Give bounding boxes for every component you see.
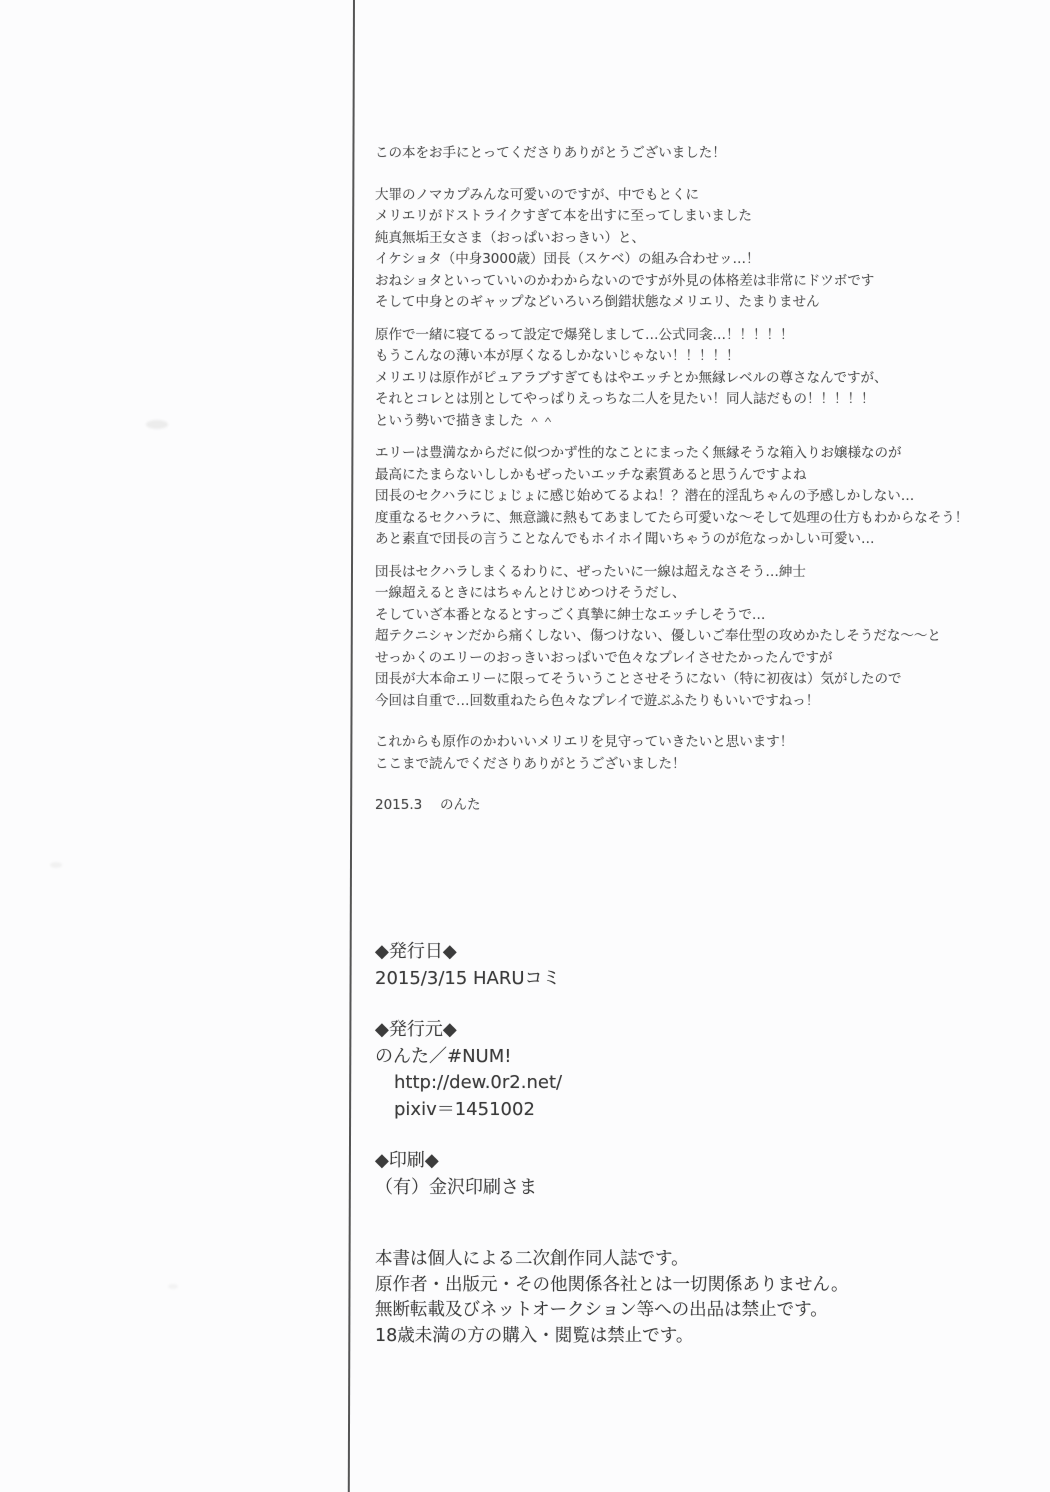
text-line: もうこんなの薄い本が厚くなるしかないじゃない！！！！！ — [375, 348, 740, 364]
disclaimer-line: 本書は個人による二次創作同人誌です。 — [375, 1249, 689, 1269]
text-line: 団長が大本命エリーに限ってそういうことさせそうにない（特に初夜は）気がしたので — [375, 671, 902, 687]
afterword-paragraph-thanks — [375, 143, 1035, 165]
afterword-text — [375, 143, 1035, 828]
text-line: この本をお手にとってくださりありがとうございました！ — [375, 145, 726, 161]
website-url: http://dew.0r2.net/ — [394, 1072, 563, 1093]
colophon — [375, 939, 995, 1349]
text-line: 一線超えるときにはちゃんとけじめつけそうだし、 — [375, 585, 686, 601]
text-line: 大罪のノマカプみんな可愛いのですが、中でもとくに — [375, 186, 699, 203]
text-line: せっかくのエリーのおっきいおっぱいで色々なプレイさせたかったんですが — [375, 649, 833, 666]
printer-name: （有）金沢印刷さま — [375, 1176, 537, 1198]
text-line: そしていざ本番となるとすっごく真摯に紳士なエッチしそうで… — [375, 606, 766, 623]
publish-date-event: 2015/3/15 HARUコミ — [375, 967, 561, 989]
text-line: という勢いで描きました ＾＾ — [375, 412, 555, 429]
signature-date-author: 2015.3 のんた — [375, 797, 481, 813]
colophon-section-publish-date — [375, 939, 995, 992]
afterword-paragraph-pairing — [375, 185, 1035, 314]
text-line: イケショタ（中身3000歳）団長（スケベ）の組み合わせッ…！ — [375, 251, 760, 267]
signature-line — [375, 795, 1035, 817]
text-line: 超テクニシャンだから痛くしない、傷つけない、優しいご奉仕型の攻めかたしそうだな～～と — [375, 628, 941, 644]
text-line: エリーは豊満なからだに似つかず性的なことにまったく無縁そうな箱入りお嬢様なのが — [375, 445, 902, 461]
disclaimer-block — [375, 1247, 995, 1349]
text-line: メリエリは原作がピュアラブすぎてもはやエッチとか無縁レベルの尊さなんですが、 — [375, 369, 888, 386]
colophon-heading: ◆印刷◆ — [375, 1150, 439, 1171]
text-line: 原作で一緒に寝てるって設定で爆発しまして…公式同衾…！！！！！ — [375, 326, 794, 343]
text-line: 今回は自重で…回数重ねたら色々なプレイで遊ぶふたりもいいですねっ！ — [375, 692, 820, 709]
text-line: それとコレとは別としてやっぱりえっちな二人を見たい！同人誌だもの！！！！！ — [375, 391, 875, 407]
text-line: あと素直で団長の言うことなんでもホイホイ聞いちゃうのが危なっかしい可愛い… — [375, 531, 875, 547]
colophon-section-publisher — [375, 1017, 995, 1123]
text-line: 団長のセクハラにじょじょに感じ始めてるよね！？潜在的淫乱ちゃんの予感しかしない… — [375, 488, 915, 504]
scan-smudge — [168, 1284, 178, 1289]
disclaimer-line: 無断転載及びネットオークション等への出品は禁止です。 — [375, 1300, 828, 1320]
afterword-paragraph-hero — [375, 562, 1035, 713]
text-line: おねショタといっていいのかわからないのですが外見の体格差は非常にドツボです — [375, 272, 875, 289]
text-line: ここまで読んでくださりありがとうございました！ — [375, 755, 686, 772]
disclaimer-line: 18歳未満の方の購入・閲覧は禁止です。 — [375, 1325, 694, 1346]
publisher-circle-name: のんた／#NUM! — [375, 1045, 512, 1067]
disclaimer-line: 原作者・出版元・その他関係各社とは一切関係ありません。 — [375, 1274, 849, 1295]
text-line: 最高にたまらないししかもぜったいエッチな素質あると思うんですよね — [375, 466, 807, 483]
scan-smudge — [50, 862, 62, 868]
text-line: これからも原作のかわいいメリエリを見守っていきたいと思います！ — [375, 734, 794, 750]
colophon-section-printer — [375, 1148, 995, 1201]
scan-smudge — [146, 420, 168, 429]
page-gutter-line — [348, 0, 355, 1492]
text-line: そして中身とのギャップなどいろいろ倒錯状態なメリエリ、たまりません — [375, 294, 820, 310]
text-line: 団長はセクハラしまくるわりに、ぜったいに一線は超えなさそう…紳士 — [375, 563, 806, 580]
colophon-heading: ◆発行日◆ — [375, 941, 457, 962]
text-line: 純真無垢王女さま（おっぱいおっきい）と、 — [375, 229, 645, 246]
afterword-paragraph-heroine — [375, 443, 1035, 551]
afterword-paragraph-closing — [375, 732, 1035, 775]
afterword-paragraph-motivation — [375, 325, 1035, 433]
text-line: メリエリがドストライクすぎて本を出すに至ってしまいました — [375, 208, 752, 224]
colophon-heading: ◆発行元◆ — [375, 1019, 457, 1040]
text-line: 度重なるセクハラに、無意識に熱もてあましてたら可愛いな～そして処理の仕方もわからなそう！ — [375, 509, 969, 526]
pixiv-id: pixiv＝1451002 — [394, 1098, 535, 1120]
